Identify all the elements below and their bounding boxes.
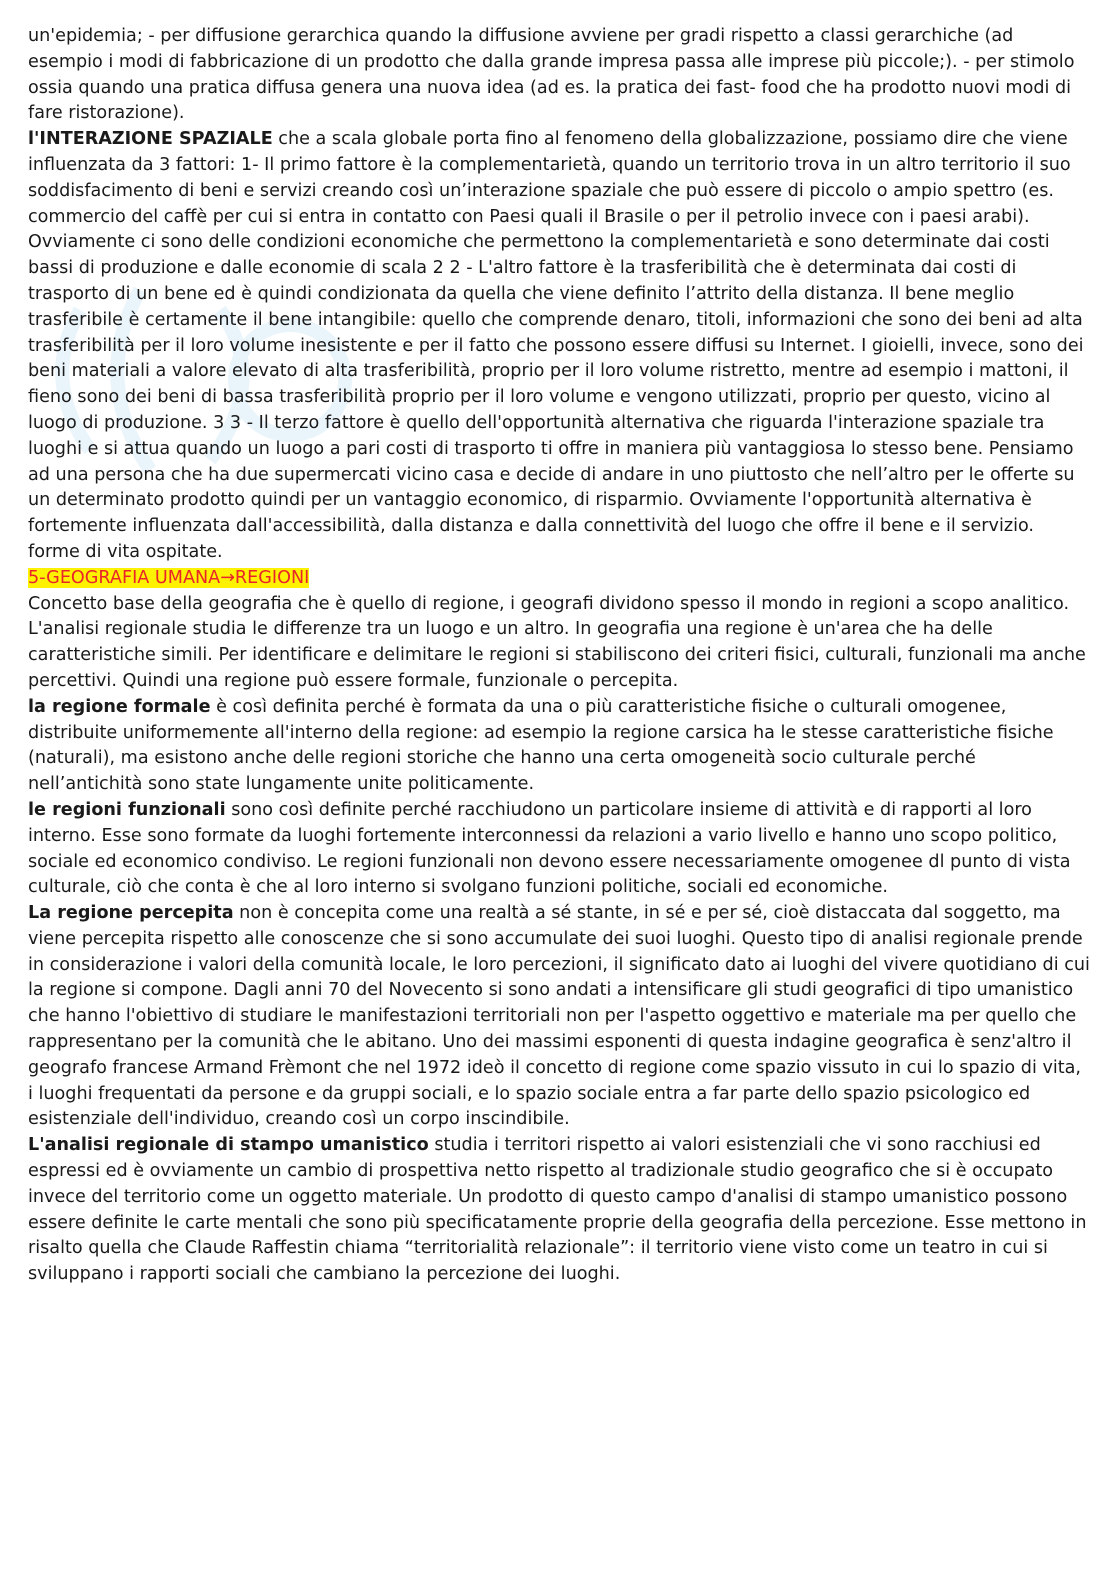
paragraph-humanistic-analysis-text: studia i territori rispetto ai valori esistenziali che vi sono racchiusi ed espressi ed è ovviamente un cambio di prospettiva netto rispetto al tradizionale studio geografico che si è occupato invece del territorio come un oggetto materiale. Un prodotto di questo campo d'analisi di stampo umanistico possono essere definite le carte mentali che sono più specificatamente proprie della geografia della percezione. Esse mettono in risalto quella che Claude Raffestin chiama “territorialità relazionale”: il territorio viene visto come un teatro in cui si sviluppano i rapporti sociali che cambiano la percezione dei luoghi. — [28, 1135, 1087, 1285]
paragraph-functional-regions-text: sono così definite perché racchiudono un particolare insieme di attività e di rapporti al loro interno. Esse sono formate da luoghi fortemente interconnessi da relazioni a vario livello e hanno uno scopo politico, sociale ed economico condiviso. Le regioni funzionali non devono essere necessariamente omogenee dl punto di vista culturale, ciò che conta è che al loro interno si svolgano funzioni politiche, sociali ed economiche. — [28, 799, 1071, 898]
paragraph-humanistic-analysis — [28, 1133, 1090, 1288]
paragraph-diffusion: un'epidemia; - per diffusione gerarchica quando la diffusione avviene per gradi rispetto a classi gerarchiche (ad esempio i modi di fabbricazione di un prodotto che dalla grande impresa passa alle imprese più piccole;). - per stimolo ossia quando una pratica diffusa genera una nuova idea (ad es. la pratica dei fast- food che ha prodotto nuovi modi di fare ristorazione). — [28, 26, 1075, 124]
paragraph-formal-region-text: è così definita perché è formata da una o più caratteristiche fisiche o culturali omogenee, distribuite uniformemente all'interno della regione: ad esempio la regione carsica ha le stesse caratteristiche fisiche (naturali), ma esistono anche delle regioni storiche che hanno una certa omogeneità socio culturale perché nell’antichità sono state lungamente unite politicamente. — [28, 696, 1054, 795]
term-regione-formale: la regione formale — [28, 696, 211, 717]
paragraph-life-forms: forme di vita ospitate. — [28, 541, 223, 562]
paragraph-formal-region — [28, 695, 1090, 798]
document-page — [28, 24, 1090, 1288]
paragraph-region-concept: Concetto base della geografia che è quello di regione, i geografi dividono spesso il mondo in regioni a scopo analitico. L'analisi regionale studia le differenze tra un luogo e un altro. In geografia una regione è un'area che ha delle caratteristiche simili. Per identificare e delimitare le regioni si stabiliscono dei criteri fisici, culturali, funzionali ma anche percettivi. Quindi una regione può essere formale, funzionale o percepita. — [28, 593, 1086, 691]
paragraph-perceived-region-text: non è concepita come una realtà a sé stante, in sé e per sé, cioè distaccata dal soggetto, ma viene percepita rispetto alle conoscenze che si sono accumulate dei suoi luoghi. Questo tipo di analisi regionale prende in considerazione i valori della comunità locale, le loro percezioni, il significato dato ai luoghi del vivere quotidiano di cui la regione si compone. Dagli anni 70 del Novecento si sono andati a intensificare gli studi geografici di tipo umanistico che hanno l'obiettivo di studiare le manifestazioni territoriali non per l'aspetto oggettivo e materiale ma per quello che rappresentano per la comunità che le abitano. Uno dei massimi esponenti di questa indagine geografica è senz'altro il geografo francese Armand Frèmont che nel 1972 ideò il concetto di regione come spazio vissuto in cui lo spazio di vita, i luoghi frequentati da persone e da gruppi sociali, e lo spazio sociale entra a far parte dello spazio psicologico ed esistenziale dell'individuo, creando così un corpo inscindibile. — [28, 903, 1090, 1130]
term-regioni-funzionali: le regioni funzionali — [28, 799, 226, 820]
section-heading-highlight: 5-GEOGRAFIA UMANA→REGIONI — [28, 567, 310, 588]
paragraph-functional-regions — [28, 798, 1090, 901]
term-interazione-spaziale: l'INTERAZIONE SPAZIALE — [28, 129, 273, 150]
term-regione-percepita: La regione percepita — [28, 903, 234, 924]
paragraph-spatial-interaction-text: che a scala globale porta fino al fenomeno della globalizzazione, possiamo dire che viene influenzata da 3 fattori: 1- Il primo fattore è la complementarietà, quando un territorio trova in un altro territorio il suo soddisfacimento di beni e servizi creando così un’interazione spaziale che può essere di piccolo o ampio spettro (es. commercio del caffè per cui si entra in contatto con Paesi quali il Brasile o per il petrolio invece con i paesi arabi). Ovviamente ci sono delle condizioni economiche che permettono la complementarietà e sono determinate dai costi bassi di produzione e dalle economie di scala 2 2 - L'altro fattore è la trasferibilità che è determinata dai costi di trasporto di un bene ed è quindi condizionata da quella che viene definito l’attrito della distanza. Il bene meglio trasferibile è certamente il bene intangibile: quello che comprende denaro, titoli, informazioni che sono dei beni ad alta trasferibilità per il loro volume inesistente e per il fatto che possono essere diffusi su Internet. I gioielli, invece, sono dei beni materiali a valore elevato di alta trasferibilità, proprio per il loro volume ristretto, mentre ad esempio i mattoni, il fieno sono dei beni di bassa trasferibilità proprio per il loro volume e vengono utilizzati, proprio per questo, vicino al luogo di produzione. 3 3 - Il terzo fattore è quello dell'opportunità alternativa che riguarda l'interazione spaziale tra luoghi e si attua quando un luogo a pari costi di trasporto ti offre in maniera più vantaggiosa lo stesso bene. Pensiamo ad una persona che ha due supermercati vicino casa e decide di andare in uno piuttosto che nell’altro per le offerte su un determinato prodotto quindi per un vantaggio economico, di risparmio. Ovviamente l'opportunità alternativa è fortemente influenzata dall'accessibilità, dalla distanza e dalla connettività del luogo che offre il bene e il servizio. — [28, 129, 1084, 537]
paragraph-spatial-interaction — [28, 127, 1090, 540]
term-analisi-umanistica: L'analisi regionale di stampo umanistico — [28, 1135, 429, 1156]
section-heading — [28, 566, 1090, 592]
paragraph-perceived-region — [28, 901, 1090, 1133]
